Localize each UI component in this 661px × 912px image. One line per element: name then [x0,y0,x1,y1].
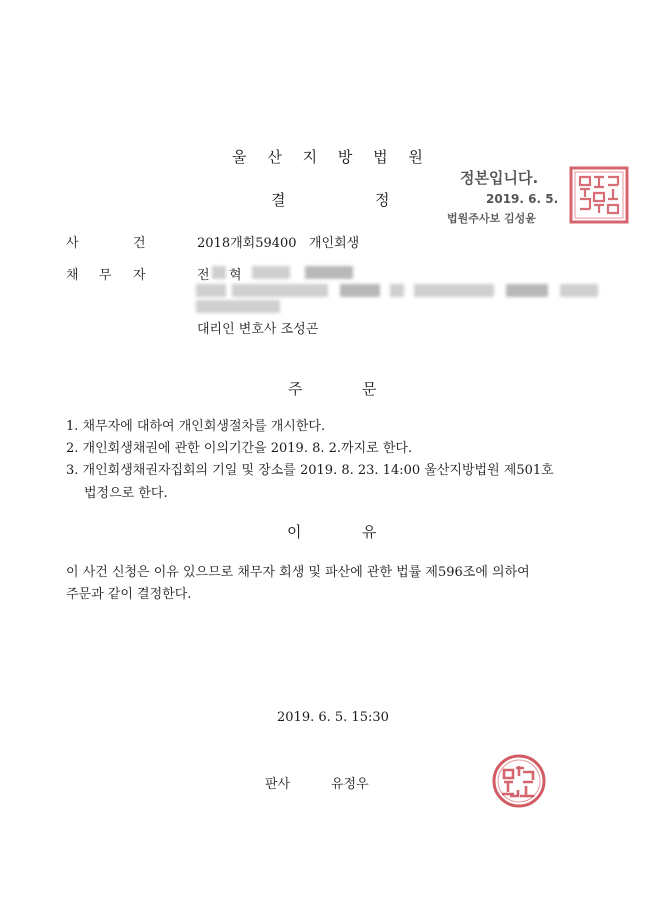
redaction-block [506,284,548,297]
debtor-name-first: 전 [197,268,210,283]
order-item-1: 1. 채무자에 대하여 개인회생절차를 개시한다. [66,419,326,434]
certified-copy-title: 정본입니다. [460,169,539,187]
court-name: 울 산 지 방 법 원 [232,148,429,166]
doc-title-right: 정 [375,191,390,209]
judge-name: 유정우 [331,777,369,792]
order-item-3: 3. 개인회생채권자집회의 기일 및 장소를 2019. 8. 23. 14:00 울산지방법원 제501호 [66,463,554,478]
redaction-block [196,284,226,297]
redaction-block [414,284,494,297]
debtor-name-last: 혁 [229,268,242,283]
redaction-block [252,266,290,279]
reason-line-1: 이 사건 신청은 이유 있으므로 채무자 회생 및 파산에 관한 법률 제596조에 의하여 [66,565,530,580]
doc-title-left: 결 [271,191,286,209]
debtor-label-3: 자 [133,268,146,283]
certified-copy-date: 2019. 6. 5. [486,192,559,206]
redaction-block [232,284,328,297]
order-item-3-continued: 법정으로 한다. [84,486,168,501]
redaction-block [212,266,226,279]
reason-heading-left: 이 [287,523,302,541]
case-number: 2018개회59400 개인회생 [197,236,360,251]
redaction-block [560,284,598,297]
case-label-1: 사 [66,236,79,251]
debtor-label-2: 무 [99,268,112,283]
judge-title: 판사 [265,777,291,792]
judge-seal-icon [490,752,548,810]
order-item-2: 2. 개인회생채권에 관한 이의기간을 2019. 8. 2.까지로 한다. [66,441,413,456]
debtor-label-1: 채 [66,268,79,283]
certified-copy-clerk: 법원주사보 김성윤 [447,212,536,225]
redaction-block [196,300,280,313]
redaction-block [305,266,353,279]
redaction-block [390,284,404,297]
decision-datetime: 2019. 6. 5. 15:30 [277,710,389,725]
court-seal-square-icon [568,165,630,225]
debtor-agent: 대리인 변호사 조성곤 [197,322,319,337]
order-heading-right: 문 [362,380,377,398]
reason-heading-right: 유 [362,523,377,541]
redaction-block [340,284,380,297]
order-heading-left: 주 [288,380,303,398]
reason-line-2: 주문과 같이 결정한다. [66,587,192,602]
case-label-2: 건 [133,236,146,251]
